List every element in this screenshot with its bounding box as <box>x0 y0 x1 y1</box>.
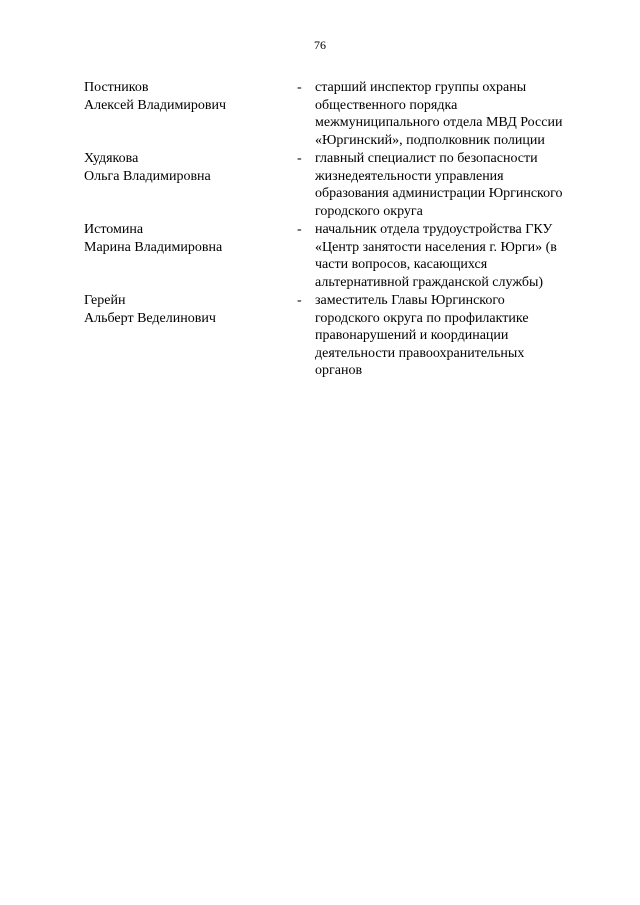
position-line: общественного порядка <box>315 97 458 113</box>
member-surname: Истомина <box>84 222 144 237</box>
member-name <box>84 221 289 291</box>
member-position <box>315 150 601 220</box>
member-entry <box>84 221 604 291</box>
separator-dash: - <box>297 293 302 308</box>
member-entry <box>84 79 604 149</box>
position-line: альтернативной гражданской службы) <box>315 274 544 290</box>
member-name <box>84 150 289 220</box>
member-name <box>84 292 289 380</box>
member-position <box>315 292 601 380</box>
member-given-names: Ольга Владимировна <box>84 168 211 184</box>
member-given-names: Марина Владимировна <box>84 239 223 255</box>
position-line: образования администрации Юргинского <box>315 186 563 201</box>
member-list <box>84 79 604 381</box>
position-line: деятельности правоохранительных <box>315 345 525 361</box>
position-line: жизнедеятельности управления <box>315 168 504 184</box>
position-line: межмуниципального отдела МВД России <box>315 115 563 130</box>
position-line: главный специалист по безопасности <box>315 151 538 166</box>
separator-dash: - <box>297 151 302 166</box>
separator-dash: - <box>297 80 302 95</box>
position-line: органов <box>315 363 363 378</box>
member-surname: Постников <box>84 80 149 95</box>
position-line: «Центр занятости населения г. Юрги» (в <box>315 239 557 255</box>
member-position <box>315 79 601 149</box>
position-line: заместитель Главы Юргинского <box>315 293 505 308</box>
position-line: начальник отдела трудоустройства ГКУ <box>315 222 553 237</box>
member-given-names: Алексей Владимирович <box>84 97 227 113</box>
position-line: городского округа <box>315 203 423 219</box>
position-line: старший инспектор группы охраны <box>315 80 527 95</box>
member-position <box>315 221 601 291</box>
member-entry <box>84 292 604 380</box>
member-surname: Худякова <box>84 151 139 166</box>
member-entry <box>84 150 604 220</box>
position-line: «Юргинский», подполковник полиции <box>315 132 545 148</box>
position-line: правонарушений и координации <box>315 328 509 343</box>
member-name <box>84 79 289 149</box>
member-given-names: Альберт Веделинович <box>84 310 216 326</box>
position-line: городского округа по профилактике <box>315 310 529 326</box>
separator-dash: - <box>297 222 302 237</box>
member-surname: Герейн <box>84 293 126 308</box>
page-number: 76 <box>314 38 326 52</box>
position-line: части вопросов, касающихся <box>315 257 488 272</box>
